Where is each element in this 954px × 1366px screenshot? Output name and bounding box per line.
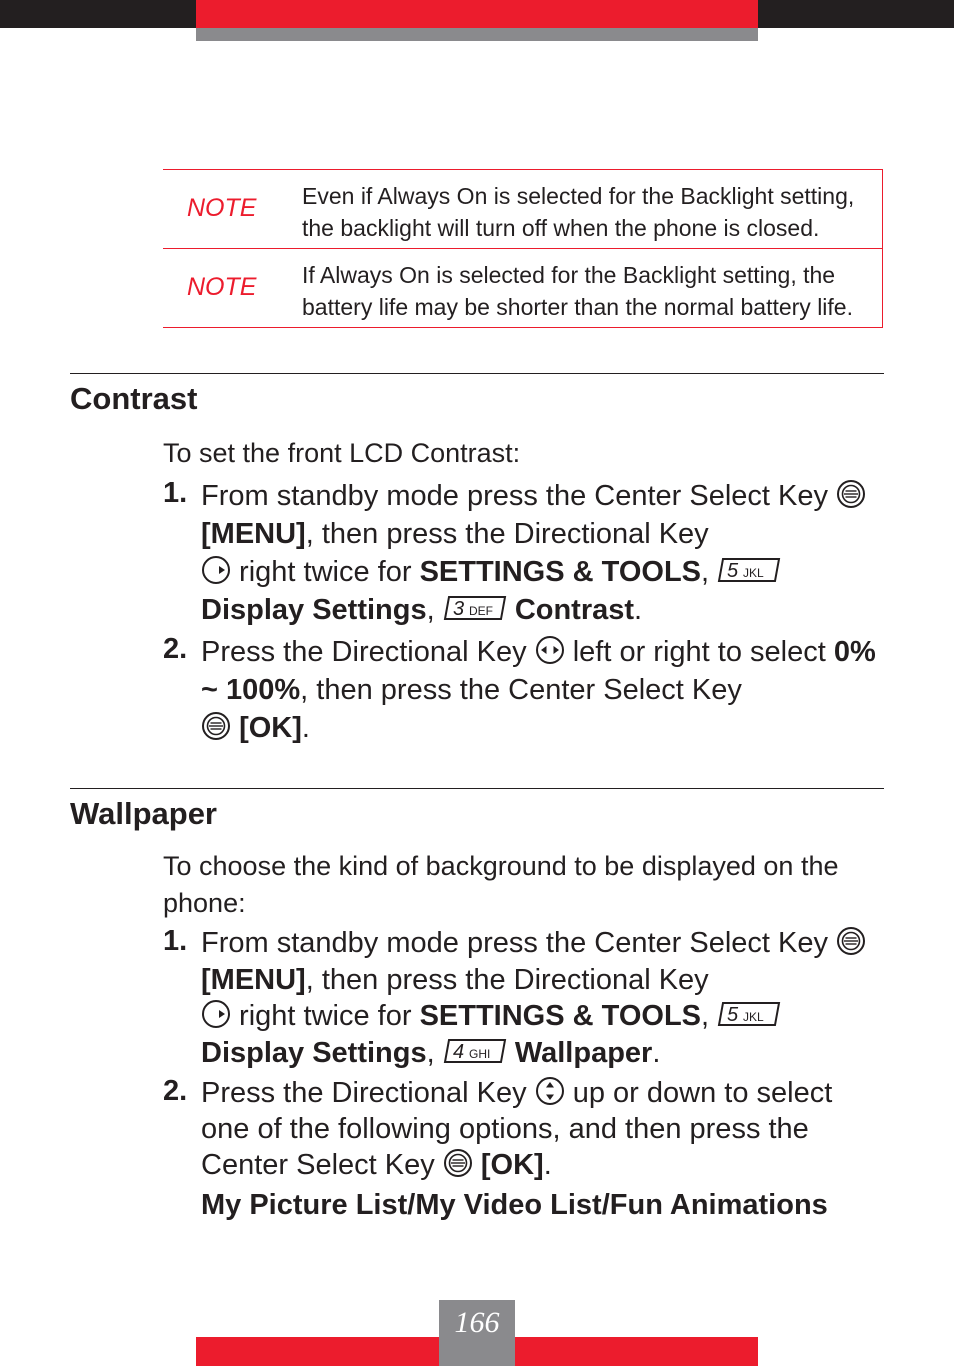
- key-4-ghi-icon: [443, 1038, 507, 1064]
- step-text: .: [543, 1149, 552, 1181]
- header-bar-red: [196, 0, 758, 28]
- step-number: 1.: [163, 477, 188, 509]
- step-number: 2.: [163, 633, 188, 665]
- section-divider: [70, 373, 884, 374]
- menu-path-wallpaper: Wallpaper: [514, 1036, 653, 1069]
- svg-text:JKL: JKL: [743, 566, 764, 581]
- svg-text:JKL: JKL: [743, 1010, 764, 1025]
- wallpaper-intro: To choose the kind of background to be displayed on the phone:: [163, 851, 839, 918]
- menu-label: [MENU]: [201, 518, 306, 550]
- wallpaper-step-1: [201, 925, 891, 1071]
- step-text: From standby mode press the Center Select Key: [201, 927, 837, 959]
- section-title-wallpaper: Wallpaper: [70, 796, 217, 831]
- page-number: 166: [454, 1306, 500, 1339]
- svg-text:4: 4: [452, 1040, 464, 1063]
- svg-text:GHI: GHI: [468, 1046, 491, 1061]
- note-text: If Always On is selected for the Backlight setting, the battery life may be shorter than the normal battery life.: [302, 262, 853, 320]
- note-label: NOTE: [187, 194, 257, 222]
- key-5-jkl-icon: [717, 557, 781, 583]
- center-select-key-icon: [443, 1148, 473, 1178]
- step-text: ,: [701, 556, 718, 588]
- step-number: 1.: [163, 925, 188, 957]
- directional-left-right-icon: [535, 635, 565, 665]
- wallpaper-options: My Picture List/My Video List/Fun Animations: [201, 1189, 828, 1221]
- contrast-step-1: [201, 477, 891, 629]
- note-text: Even if Always On is selected for the Backlight setting, the backlight will turn off when the phone is closed.: [302, 183, 855, 241]
- step-text: .: [301, 712, 310, 744]
- note-row: [163, 248, 883, 328]
- svg-text:DEF: DEF: [468, 604, 493, 619]
- note-table-border: [882, 169, 883, 327]
- step-text: ,: [426, 1036, 443, 1069]
- menu-path-contrast: Contrast: [514, 594, 635, 626]
- menu-label: [MENU]: [201, 963, 306, 996]
- contrast-range: 0% ~ 100%: [201, 636, 876, 706]
- key-5-jkl-icon: [717, 1001, 781, 1027]
- header-bar-gray: [196, 28, 758, 41]
- ok-label: [OK]: [239, 712, 302, 744]
- step-text: ,: [426, 594, 443, 626]
- section-divider: [70, 788, 884, 789]
- step-number: 2.: [163, 1075, 188, 1107]
- menu-path-display-settings: Display Settings: [201, 594, 427, 626]
- svg-text:3: 3: [452, 598, 464, 621]
- step-text: Press the Directional Key: [201, 636, 535, 668]
- step-text: right twice for: [231, 556, 420, 588]
- menu-path-settings: SETTINGS & TOOLS: [419, 556, 701, 588]
- center-select-key-icon: [836, 926, 866, 956]
- step-text: , then press the Directional Key: [305, 518, 709, 550]
- note-label: NOTE: [187, 273, 257, 301]
- menu-path-settings: SETTINGS & TOOLS: [419, 1000, 701, 1032]
- step-text: , then press the Directional Key: [305, 963, 709, 996]
- wallpaper-step-2: [201, 1075, 841, 1183]
- step-text: From standby mode press the Center Select Key: [201, 480, 837, 512]
- ok-label: [OK]: [480, 1149, 544, 1181]
- directional-up-down-icon: [535, 1076, 565, 1106]
- menu-path-display-settings: Display Settings: [201, 1036, 427, 1069]
- center-select-key-icon: [201, 711, 231, 741]
- contrast-intro: To set the front LCD Contrast:: [163, 438, 521, 468]
- step-text: right twice for: [231, 1000, 420, 1032]
- step-text: ,: [701, 1000, 718, 1032]
- step-text: up or down to select one of the following options, and then press the Center Select Key: [201, 1077, 833, 1181]
- directional-right-icon: [201, 999, 231, 1029]
- step-text: .: [634, 594, 643, 626]
- section-title-contrast: Contrast: [70, 381, 198, 416]
- step-text: , then press the Center Select Key: [300, 674, 742, 706]
- svg-text:5: 5: [727, 560, 739, 583]
- note-row: [163, 169, 883, 248]
- svg-text:5: 5: [727, 1004, 739, 1027]
- contrast-step-2: [201, 633, 891, 747]
- step-text: Press the Directional Key: [201, 1077, 535, 1109]
- key-3-def-icon: [443, 595, 507, 621]
- step-text: left or right to select: [564, 636, 834, 668]
- directional-right-icon: [201, 555, 231, 585]
- center-select-key-icon: [836, 479, 866, 509]
- step-text: .: [652, 1036, 661, 1069]
